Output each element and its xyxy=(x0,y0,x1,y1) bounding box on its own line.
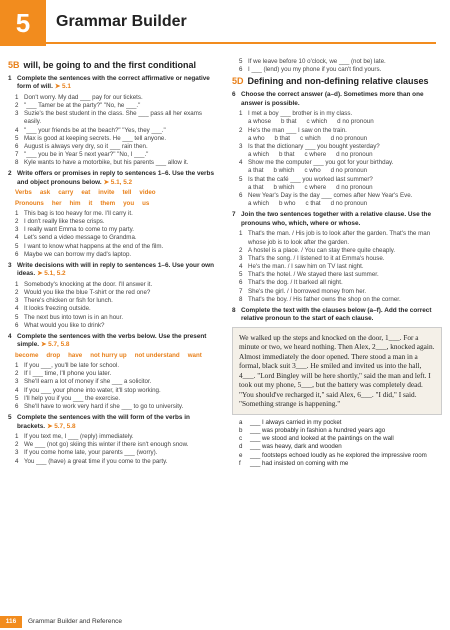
exercise-4-item xyxy=(15,403,214,411)
clause-letter: b xyxy=(239,426,243,434)
clause-text: ___ we stood and looked at the paintings on the wall xyxy=(250,435,394,443)
item-number: 1 xyxy=(15,209,19,217)
item-text: It looks freezing outside. xyxy=(24,305,91,313)
word-option: him xyxy=(69,199,81,207)
item-number: 2 xyxy=(15,441,19,449)
word-option: have xyxy=(68,351,83,359)
word-option: tell xyxy=(122,189,132,197)
item-text: August is always very dry, so it ___ rain then. xyxy=(24,142,148,150)
exercise-3-item xyxy=(15,305,214,313)
item-number: 3 xyxy=(15,226,19,234)
word-option: become xyxy=(15,351,39,359)
item-number: 5 xyxy=(15,134,19,142)
story-passage: We walked up the steps and knocked on the door, 1___. For a minute or two, we heard nothing. Then Alex, 2___, knocked again. Almost immediately the door opened. There stood a man in a formal, black suit 3___. He smiled and invited us into the hall, 4___. "Lord Bingley will be here shortly," said the man and left. I took out my phone, 5___, but the battery was completely dead. "You should've recharged it," said Alex, 6___. "I did," I said. "Something strange is happening." xyxy=(232,327,442,415)
item-number: 6 xyxy=(239,279,243,287)
option-row xyxy=(248,184,373,192)
answer-option: c that xyxy=(305,200,321,208)
clause-text: ___ footsteps echoed loudly as he explored the impressive room xyxy=(250,451,427,459)
exercise-5-item xyxy=(15,449,214,457)
exercise-number: 5 xyxy=(8,414,12,422)
exercise-1-item xyxy=(15,110,214,126)
word-option: drop xyxy=(46,351,61,359)
item-text: Don't worry. My dad ___ pay for our tickets. xyxy=(24,93,143,101)
exercise-instruction: Complete the sentences with the verbs below. Use the present simple. ➤ 5.7, 5.8 xyxy=(17,332,207,349)
item-text: I really want Emma to come to my party. xyxy=(24,226,134,234)
answer-option: c where xyxy=(304,151,327,159)
exercise-4-item xyxy=(15,387,214,395)
item-number: 5 xyxy=(15,242,19,250)
item-number: 1 xyxy=(239,230,243,238)
word-option: not understand xyxy=(134,351,180,359)
word-option: eat xyxy=(81,189,91,197)
page-footer xyxy=(0,612,450,630)
exercise-2-item xyxy=(15,226,214,234)
exercise-5-list xyxy=(15,433,214,466)
item-number: 6 xyxy=(15,142,19,150)
item-number: 7 xyxy=(239,287,243,295)
exercise-3-item xyxy=(15,297,214,305)
exercise-1-item xyxy=(15,127,214,135)
item-text: If you ___, you'll be late for school. xyxy=(24,362,120,369)
exercise-7-item xyxy=(239,271,442,279)
item-number: 8 xyxy=(239,295,243,303)
exercise-7-item xyxy=(239,288,442,296)
answer-option: b who xyxy=(278,200,296,208)
answer-option: a that xyxy=(248,183,264,191)
exercise-4-item xyxy=(15,370,214,378)
item-number: 7 xyxy=(15,151,19,159)
exercise-3-heading xyxy=(8,262,214,279)
answer-options xyxy=(239,135,442,143)
answer-option: c which xyxy=(306,118,328,126)
answer-option: d no pronoun xyxy=(330,134,368,142)
item-text: "___ you be in Year 5 next year?" "No, I ___." xyxy=(24,151,149,159)
exercise-5-item xyxy=(239,58,442,66)
answer-option: b which xyxy=(273,183,295,191)
item-number: 6 xyxy=(239,66,243,74)
item-number: 4 xyxy=(15,234,19,242)
item-number: 4 xyxy=(15,126,19,134)
item-number: 1 xyxy=(239,110,243,118)
word-option: not hurry up xyxy=(90,351,127,359)
answer-option: d no pronoun xyxy=(336,151,373,159)
exercise-1-item xyxy=(15,102,214,110)
exercise-number: 3 xyxy=(8,261,12,269)
exercise-5-item xyxy=(15,433,214,441)
page-header xyxy=(0,0,450,50)
exercise-3-item xyxy=(15,289,214,297)
item-text: Is that the café ___ you worked last summer? xyxy=(248,175,373,183)
item-text: Let's send a video message to Grandma. xyxy=(24,234,137,242)
clause-text: ___ was probably in fashion a hundred years ago xyxy=(250,426,386,434)
exercise-5-item xyxy=(15,441,214,449)
exercise-4-item xyxy=(15,395,214,403)
option-row xyxy=(248,135,367,143)
option-row xyxy=(248,118,374,126)
item-text: Is that the dictionary ___ you bought yesterday? xyxy=(248,142,380,150)
item-text: She'll earn a lot of money if she ___ a solicitor. xyxy=(24,378,152,386)
verb-box xyxy=(15,189,214,197)
section-heading-5d xyxy=(232,76,442,88)
exercise-4-list xyxy=(15,362,214,411)
exercise-number: 6 xyxy=(232,91,236,99)
answer-options xyxy=(239,200,442,208)
item-number: 3 xyxy=(15,297,19,305)
footer-text: Grammar Builder and Reference xyxy=(28,618,122,625)
item-text: That's the man. / His job is to look after the garden. That's the man whose job is to look after the garden. xyxy=(248,230,431,246)
item-number: 4 xyxy=(239,159,243,167)
answer-option: d no pronoun xyxy=(330,200,368,208)
exercise-6-item xyxy=(239,192,442,200)
clause-letter: d xyxy=(239,443,243,451)
clause-letter: f xyxy=(239,459,241,467)
clause-option xyxy=(239,443,442,451)
exercise-7-item xyxy=(239,247,442,255)
exercise-6-item xyxy=(239,176,442,184)
exercise-2-item xyxy=(15,251,214,259)
item-text: If I ___ time, I'll phone you later. xyxy=(24,370,112,378)
exercise-number: 1 xyxy=(8,74,12,82)
item-text: He's the man ___ I saw on the train. xyxy=(248,126,347,134)
item-text: What would you like to drink? xyxy=(24,321,105,329)
clause-option xyxy=(239,427,442,435)
item-text: I don't really like these crisps. xyxy=(24,217,105,225)
item-text: Show me the computer ___ you got for your birthday. xyxy=(248,159,394,167)
item-text: "___ Tamer be at the party?" "No, he ___." xyxy=(24,101,141,109)
exercise-4-heading xyxy=(8,333,214,350)
item-number: 3 xyxy=(239,142,243,150)
item-text: She's the girl. / I borrowed money from her. xyxy=(248,287,367,295)
item-number: 6 xyxy=(239,192,243,200)
answer-option: d no pronoun xyxy=(336,183,373,191)
exercise-5-item xyxy=(239,66,442,74)
exercise-instruction: Complete the sentences with the correct affirmative or negative form of will. ➤ 5.1 xyxy=(17,74,210,91)
reference-link: ➤ 5.1 xyxy=(54,83,71,91)
exercise-instruction: Complete the sentences with the will form of the verbs in brackets. ➤ 5.7, 5.8 xyxy=(17,414,190,430)
answer-option: a that xyxy=(248,167,264,175)
clause-option xyxy=(239,419,442,427)
clause-letter: a xyxy=(239,418,243,426)
item-number: 6 xyxy=(15,402,19,410)
item-number: 3 xyxy=(239,254,243,262)
item-number: 2 xyxy=(15,217,19,225)
exercise-7-item xyxy=(239,255,442,263)
page-title: Grammar Builder xyxy=(56,13,187,30)
exercise-5-item xyxy=(15,458,214,466)
item-text: We ___ (not go) skiing this winter if there isn't enough snow. xyxy=(24,441,189,449)
word-option: you xyxy=(123,199,135,207)
item-number: 6 xyxy=(15,321,19,329)
item-number: 5 xyxy=(239,175,243,183)
clause-option xyxy=(239,452,442,460)
exercise-number: 2 xyxy=(8,170,12,178)
item-number: 8 xyxy=(15,159,19,167)
item-text: I ___ (lend) you my phone if you can't find yours. xyxy=(248,66,382,74)
exercise-7-item xyxy=(239,263,442,271)
clause-text: ___ had insisted on coming with me xyxy=(250,459,349,467)
clause-letter: e xyxy=(239,451,243,459)
item-number: 5 xyxy=(239,271,243,279)
item-number: 4 xyxy=(239,263,243,271)
exercise-1-item xyxy=(15,151,214,159)
item-text: I'll help you if you ___ the exercise. xyxy=(24,394,121,402)
item-text: The next bus into town is in an hour. xyxy=(24,313,124,321)
exercise-7-item xyxy=(239,230,442,246)
reference-link: ➤ 5.1, 5.2 xyxy=(103,178,133,186)
exercise-number: 7 xyxy=(232,211,236,219)
item-number: 2 xyxy=(15,288,19,296)
item-number: 6 xyxy=(15,250,19,258)
exercise-1-item xyxy=(15,94,214,102)
exercise-2-item xyxy=(15,243,214,251)
answer-option: a who xyxy=(248,134,265,142)
answer-options xyxy=(239,184,442,192)
exercise-instruction: Write decisions with will in reply to sentences 1–6. Use your own ideas. ➤ 5.1, 5.2 xyxy=(17,261,214,278)
answer-option: c which xyxy=(300,134,321,142)
word-option: invite xyxy=(98,189,115,197)
exercise-instruction: Choose the correct answer (a–d). Sometimes more than one answer is possible. xyxy=(241,91,424,107)
answer-option: b that xyxy=(274,134,290,142)
exercise-6-item xyxy=(239,159,442,167)
word-option: ask xyxy=(39,189,51,197)
item-number: 5 xyxy=(15,313,19,321)
exercise-number: 4 xyxy=(8,332,12,340)
item-text: You ___ (have) a great time if you come to the party. xyxy=(24,457,168,465)
reference-link: ➤ 5.7, 5.8 xyxy=(41,341,70,349)
answer-options xyxy=(239,118,442,126)
item-text: "___ your friends be at the beach?" "Yes, they ___." xyxy=(24,126,166,134)
clause-text: ___ I always carried in my pocket xyxy=(250,418,342,426)
reference-link: ➤ 5.7, 5.8 xyxy=(47,422,76,430)
item-number: 1 xyxy=(15,93,19,101)
option-row xyxy=(248,200,367,208)
item-number: 4 xyxy=(15,305,19,313)
item-text: Max is good at keeping secrets. He ___ tell anyone. xyxy=(24,134,167,142)
item-text: That's the boy. / His father owns the shop on the corner. xyxy=(248,295,401,303)
answer-option: b that xyxy=(278,151,295,159)
item-number: 5 xyxy=(239,58,243,65)
exercise-2-list xyxy=(15,210,214,259)
exercise-instruction: Write offers or promises in reply to sentences 1–6. Use the verbs and object pronouns below. ➤ 5.1, 5.2 xyxy=(17,170,214,186)
word-option: want xyxy=(187,351,202,359)
page-number: 116 xyxy=(0,616,22,628)
exercise-3-item xyxy=(15,322,214,330)
item-number: 2 xyxy=(239,126,243,134)
answer-option: d no pronoun xyxy=(330,167,368,175)
item-number: 2 xyxy=(239,246,243,254)
exercise-7-heading xyxy=(232,211,442,228)
exercise-2-item xyxy=(15,210,214,218)
clause-option xyxy=(239,460,442,468)
item-number: 3 xyxy=(15,378,19,386)
exercise-1-heading xyxy=(8,75,214,92)
section-code: 5D xyxy=(232,76,244,87)
exercise-1-item xyxy=(15,159,214,167)
exercise-3-item xyxy=(15,314,214,322)
word-option: us xyxy=(142,199,150,207)
word-option: carry xyxy=(58,189,74,197)
clause-text: ___ was heavy, dark and wooden xyxy=(250,443,342,451)
clause-letter: c xyxy=(239,435,243,443)
unit-number-tab: 5 xyxy=(0,0,46,46)
reference-link: ➤ 5.1, 5.2 xyxy=(37,270,66,278)
answer-options xyxy=(239,151,442,159)
exercise-1-item xyxy=(15,143,214,151)
item-number: 1 xyxy=(15,362,19,369)
exercise-instruction: Complete the text with the clauses below (a–f). Add the correct relative pronoun to the start of each clause. xyxy=(241,307,432,323)
item-number: 2 xyxy=(15,101,19,109)
word-option: Verbs xyxy=(15,189,32,197)
answer-option: b which xyxy=(273,167,295,175)
item-text: I met a boy ___ brother is in my class. xyxy=(248,110,353,118)
right-column xyxy=(232,58,442,468)
item-text: There's chicken or fish for lunch. xyxy=(24,297,113,305)
item-number: 1 xyxy=(15,433,19,441)
exercise-4-item xyxy=(15,362,214,370)
exercise-6-item xyxy=(239,127,442,135)
header-rule xyxy=(46,42,436,44)
item-text: Somebody's knocking at the door. I'll answer it. xyxy=(24,280,153,288)
item-text: Kyle wants to have a motorbike, but his parents ___ allow it. xyxy=(24,159,189,167)
answer-option: a which xyxy=(248,200,269,208)
item-text: That's the hotel. / We stayed there last summer. xyxy=(248,271,379,279)
exercise-1-list xyxy=(15,94,214,168)
pronoun-box xyxy=(15,200,214,208)
exercise-6-list xyxy=(239,110,442,208)
exercise-3-list xyxy=(15,281,214,330)
exercise-3-item xyxy=(15,281,214,289)
item-text: If you come home late, your parents ___ (worry). xyxy=(24,449,158,457)
exercise-number: 8 xyxy=(232,307,236,314)
left-column xyxy=(8,58,214,466)
answer-option: c who xyxy=(304,167,321,175)
word-option: Pronouns xyxy=(15,199,44,207)
answer-option: d no pronoun xyxy=(337,118,374,126)
answer-option: b that xyxy=(281,118,297,126)
item-text: If you text me, I ___ (reply) immediately. xyxy=(24,433,134,441)
item-number: 2 xyxy=(15,370,19,378)
exercise-2-item xyxy=(15,234,214,242)
exercise-6-heading xyxy=(232,91,442,108)
exercise-2-heading xyxy=(8,170,214,187)
word-option: it xyxy=(88,199,93,207)
item-text: That's the song. / I listened to it at Emma's house. xyxy=(248,254,385,262)
item-number: 5 xyxy=(15,394,19,402)
item-number: 3 xyxy=(15,449,19,457)
item-text: Would you like the blue T-shirt or the red one? xyxy=(24,288,151,296)
clause-option xyxy=(239,435,442,443)
item-text: If you ___ your phone into water, it'll stop working. xyxy=(24,386,161,394)
item-text: He's the man. / I saw him on TV last night. xyxy=(248,263,364,271)
item-number: 1 xyxy=(15,280,19,288)
section-heading-5b: 5B will, be going to and the first conditional xyxy=(8,60,197,70)
verb-box-4 xyxy=(15,352,214,360)
section-title: Defining and non-defining relative clauses xyxy=(247,76,429,87)
exercise-6-item xyxy=(239,143,442,151)
exercise-4-item xyxy=(15,378,214,386)
word-option: her xyxy=(51,199,62,207)
answer-option: c where xyxy=(304,183,327,191)
item-text: New Year's Day is the day ___ comes after New Year's Eve. xyxy=(248,192,413,200)
item-text: That's the dog. / It barked all night. xyxy=(248,279,343,287)
item-text: She'll have to work very hard if she ___ to go to university. xyxy=(24,402,184,410)
answer-option: a which xyxy=(248,151,269,159)
exercise-instruction: Join the two sentences together with a relative clause. Use the pronouns who, which, where or whose. xyxy=(241,211,431,227)
exercise-7-item xyxy=(239,279,442,287)
answer-option: a whose xyxy=(248,118,272,126)
exercise-5-continued xyxy=(239,58,442,74)
option-row xyxy=(248,167,367,175)
item-number: 4 xyxy=(15,386,19,394)
exercise-7-list xyxy=(239,230,442,304)
exercise-1-item xyxy=(15,135,214,143)
item-text: Maybe we can borrow my dad's laptop. xyxy=(24,250,132,258)
word-option: video xyxy=(139,189,156,197)
option-row xyxy=(248,151,373,159)
item-number: 4 xyxy=(15,457,19,465)
exercise-2-item xyxy=(15,218,214,226)
item-text: A hostel is a place. / You can stay there quite cheaply. xyxy=(248,246,396,254)
item-text: If we leave before 10 o'clock, we ___ (not be) late. xyxy=(248,58,386,65)
item-text: Suzie's the best student in the class. She ___ pass all her exams easily. xyxy=(24,110,202,126)
item-text: This bag is too heavy for me. I'll carry it. xyxy=(24,209,133,217)
item-text: I want to know what happens at the end of the film. xyxy=(24,242,164,250)
word-option: them xyxy=(100,199,116,207)
item-number: 3 xyxy=(15,110,19,118)
answer-options xyxy=(239,167,442,175)
exercise-8-heading xyxy=(232,307,442,324)
exercise-5-heading xyxy=(8,414,214,431)
exercise-7-item xyxy=(239,296,442,304)
exercise-6-item xyxy=(239,110,442,118)
